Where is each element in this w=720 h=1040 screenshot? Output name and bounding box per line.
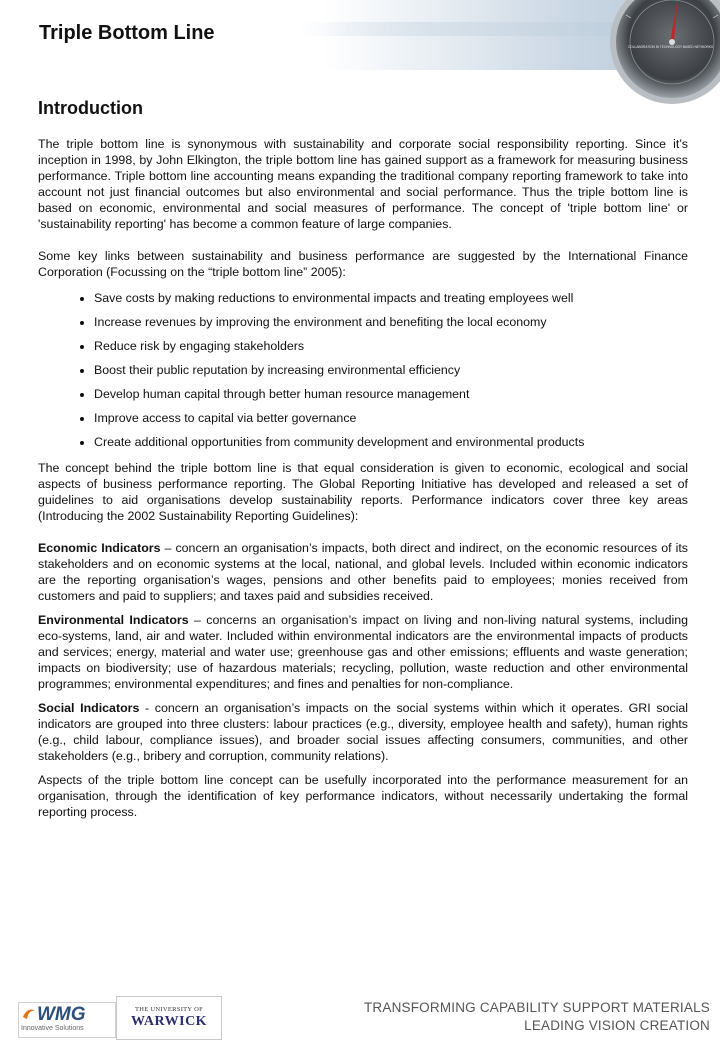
paragraph-concept: The concept behind the triple bottom line is that equal consideration is given to economic, ecological and social aspects of business performance reporting. The Global Reporting Initiative has developed and released a set of guidelines to aid organisations develop sustainability reports. Performance indicators cover three key areas (Introducing the 2002 Sustainability Reporting Guidelines): [38, 461, 688, 523]
environmental-indicators-text: – concerns an organisation’s impact on living and non-living natural systems, including eco-systems, land, air and water. Included within environmental indicators are the environmental impacts of products and services; energy, material and water use; greenhouse gas and other emissions; effluents and waste generation; impacts on biodiversity; use of hazardous materials; recycling, pollution, waste reduction and other environmental programmes; environmental expenditures; and fines and penalties for non-compliance. [38, 613, 689, 691]
paragraph-key-links: Some key links between sustainability and business performance are suggested by the International Finance Corporation (Focussing on the “triple bottom line” 2005): [38, 249, 688, 279]
list-item: • Reduce risk by engaging stakeholders [94, 338, 688, 354]
footer-line-2: LEADING VISION CREATION [524, 1018, 710, 1033]
footer-tagline [364, 999, 710, 1035]
list-item: • Improve access to capital via better governance [94, 410, 688, 426]
warwick-logo-top: THE UNIVERSITY OF [134, 1006, 204, 1013]
document-title: Triple Bottom Line [39, 22, 215, 44]
wmg-logo [18, 1002, 116, 1038]
footer-line-1: TRANSFORMING CAPABILITY SUPPORT MATERIALS [363, 1000, 710, 1015]
list-item: • Save costs by making reductions to environmental impacts and treating employees well [94, 290, 688, 306]
paragraph-intro: The triple bottom line is synonymous with sustainability and corporate social responsibility reporting. Since it’s inception in 1998, by John Elkington, the triple bottom line has gained support as a framework for measuring business performance. Triple bottom line accounting means expanding the traditional company reporting framework to take into account not just financial outcomes but also environmental and social performance. Thus the triple bottom line is based on economic, environmental and social measures of performance. The concept of 'triple bottom line' or 'sustainability reporting' has become a common feature of large companies. [38, 137, 688, 231]
paragraph-social-indicators [38, 700, 688, 764]
paragraph-closing: Aspects of the triple bottom line concept can be usefully incorporated into the performance measurement for an organisation, through the identification of key performance indicators, without necessarily undertaking the formal reporting process. [38, 773, 688, 819]
social-indicators-label: Social Indicators [38, 701, 140, 715]
economic-indicators-text: – concern an organisation’s impacts, both direct and indirect, on the economic resources of its stakeholders and on economic systems at the local, national, and global levels. Included within economic indicators are the reporting organisation’s wages, pensions and other benefits paid to employees; monies received from customers and paid to suppliers; and taxes paid and subsidies received. [38, 541, 688, 603]
list-item: • Develop human capital through better human resource management [94, 386, 688, 402]
key-links-list [38, 290, 688, 450]
economic-indicators-label: Economic Indicators [38, 541, 161, 555]
header-stripe [300, 22, 660, 36]
social-indicators-text: - concern an organisation’s impacts on the social systems within which it operates. GRI social indicators are grouped into three clusters: labour practices (e.g., diversity, employee health and safety), human rights (e.g., child labour, compliance issues), and broader social issues affecting consumers, communities, and other stakeholders (e.g., bribery and corruption, community relations). [38, 701, 688, 763]
section-heading-introduction: Introduction [38, 98, 143, 118]
wmg-swoosh-icon [22, 1007, 36, 1021]
footer-logos [18, 996, 218, 1038]
list-item: • Create additional opportunities from community development and environmental products [94, 434, 688, 450]
environmental-indicators-label: Environmental Indicators [38, 613, 189, 627]
list-item: • Boost their public reputation by increasing environmental efficiency [94, 362, 688, 378]
paragraph-environmental-indicators [38, 612, 688, 692]
wmg-logo-text: WMG [37, 1004, 86, 1025]
dial-text: COLLABORATION IN TECHNOLOGY BASED NETWORKS [628, 45, 714, 49]
paragraph-economic-indicators [38, 540, 688, 604]
list-item: • Increase revenues by improving the environment and benefiting the local economy [94, 314, 688, 330]
wmg-logo-subtitle: Innovative Solutions [21, 1025, 84, 1032]
warwick-logo [116, 996, 222, 1040]
document-body [38, 98, 688, 820]
compass-dial-logo [608, 0, 720, 106]
warwick-logo-main: WARWICK [130, 1014, 208, 1029]
